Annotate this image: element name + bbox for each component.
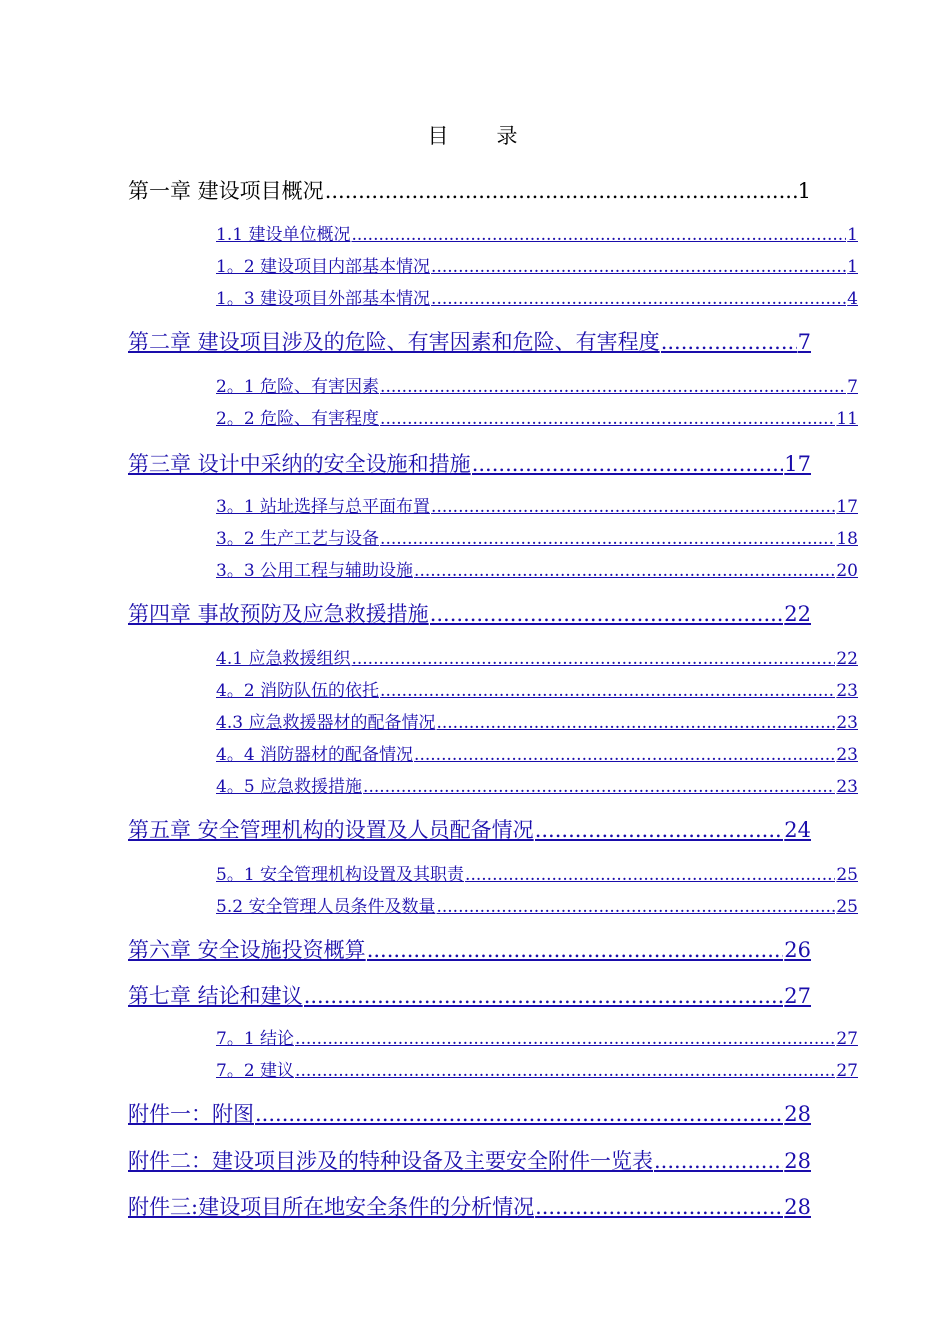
toc-leader-dots bbox=[414, 561, 835, 581]
toc-leader-dots bbox=[351, 225, 846, 245]
toc-entry-label: 4。4 消防器材的配备情况 bbox=[216, 745, 414, 765]
toc-entry-label: 7。2 建议 bbox=[216, 1061, 295, 1081]
toc-leader-dots bbox=[661, 330, 797, 354]
toc-chapter-entry[interactable] bbox=[128, 980, 811, 1010]
toc-page-number: 25 bbox=[836, 897, 858, 917]
toc-page-number: 1 bbox=[847, 257, 858, 277]
toc-section-entry[interactable] bbox=[216, 284, 858, 309]
toc-entry-label: 附件三:建设项目所在地安全条件的分析情况 bbox=[128, 1195, 535, 1219]
toc-entry-label: 4.3 应急救援器材的配备情况 bbox=[216, 713, 436, 733]
toc-leader-dots bbox=[380, 529, 835, 549]
toc-leader-dots bbox=[535, 1195, 783, 1219]
toc-entry-label: 7。1 结论 bbox=[216, 1029, 295, 1049]
toc-chapter-entry[interactable] bbox=[128, 814, 811, 844]
toc-leader-dots bbox=[654, 1149, 783, 1173]
toc-page-number: 28 bbox=[784, 1195, 811, 1219]
toc-section-entry[interactable] bbox=[216, 644, 858, 669]
toc-section-entry[interactable] bbox=[216, 404, 858, 429]
toc-section-entry[interactable] bbox=[216, 252, 858, 277]
toc-title-char-2: 录 bbox=[496, 124, 518, 148]
toc-section-entry[interactable] bbox=[216, 676, 858, 701]
toc-page-number: 4 bbox=[847, 289, 858, 309]
toc-leader-dots bbox=[380, 409, 835, 429]
toc-leader-dots bbox=[535, 818, 784, 842]
toc-page-number: 27 bbox=[784, 984, 811, 1008]
toc-leader-dots bbox=[255, 1102, 783, 1126]
toc-chapter-entry[interactable] bbox=[128, 448, 811, 478]
toc-chapter-entry[interactable] bbox=[128, 326, 811, 356]
toc-entry-label: 5。1 安全管理机构设置及其职责 bbox=[216, 865, 465, 885]
toc-entry-label: 5.2 安全管理人员条件及数量 bbox=[216, 897, 436, 917]
toc-leader-dots bbox=[431, 497, 835, 517]
toc-entry-label: 第一章 建设项目概况 bbox=[128, 179, 324, 203]
toc-entry-label: 3。3 公用工程与辅助设施 bbox=[216, 561, 414, 581]
toc-title bbox=[0, 120, 945, 150]
toc-leader-dots bbox=[436, 897, 835, 917]
toc-leader-dots bbox=[436, 713, 835, 733]
toc-chapter-entry[interactable] bbox=[128, 1145, 811, 1175]
toc-section-entry[interactable] bbox=[216, 1056, 858, 1081]
toc-leader-dots bbox=[304, 984, 784, 1008]
toc-page-number: 22 bbox=[836, 649, 858, 669]
toc-entry-label: 第二章 建设项目涉及的危险、有害因素和危险、有害程度 bbox=[128, 330, 660, 354]
toc-leader-dots bbox=[414, 745, 835, 765]
toc-page-number: 20 bbox=[836, 561, 858, 581]
toc-leader-dots bbox=[465, 865, 835, 885]
toc-leader-dots bbox=[325, 179, 797, 203]
toc-page-number: 23 bbox=[836, 681, 858, 701]
toc-leader-dots bbox=[295, 1061, 835, 1081]
toc-entry-label: 4.1 应急救援组织 bbox=[216, 649, 351, 669]
toc-entry-label: 第七章 结论和建议 bbox=[128, 984, 303, 1008]
toc-leader-dots bbox=[472, 452, 784, 476]
toc-entry-label: 3。1 站址选择与总平面布置 bbox=[216, 497, 431, 517]
toc-page-number: 27 bbox=[836, 1061, 858, 1081]
toc-page-number: 7 bbox=[797, 330, 811, 354]
toc-leader-dots bbox=[431, 289, 846, 309]
toc-leader-dots bbox=[431, 257, 846, 277]
toc-leader-dots bbox=[295, 1029, 835, 1049]
toc-entry-label: 附件一：附图 bbox=[128, 1102, 254, 1126]
toc-page-number: 18 bbox=[836, 529, 858, 549]
toc-leader-dots bbox=[430, 602, 784, 626]
toc-leader-dots bbox=[380, 681, 835, 701]
toc-page-number: 28 bbox=[784, 1149, 811, 1173]
toc-page-number: 28 bbox=[784, 1102, 811, 1126]
toc-page-number: 22 bbox=[784, 602, 811, 626]
toc-entry-label: 2。1 危险、有害因素 bbox=[216, 377, 380, 397]
toc-entry-label: 附件二：建设项目涉及的特种设备及主要安全附件一览表 bbox=[128, 1149, 653, 1173]
toc-chapter-entry[interactable] bbox=[128, 934, 811, 964]
toc-page-number: 1 bbox=[847, 225, 858, 245]
toc-entry-label: 4。2 消防队伍的依托 bbox=[216, 681, 380, 701]
toc-section-entry[interactable] bbox=[216, 556, 858, 581]
toc-page-number: 27 bbox=[836, 1029, 858, 1049]
toc-page-number: 23 bbox=[836, 713, 858, 733]
toc-entry-label: 1。3 建设项目外部基本情况 bbox=[216, 289, 431, 309]
toc-section-entry[interactable] bbox=[216, 372, 858, 397]
toc-entry-label: 3。2 生产工艺与设备 bbox=[216, 529, 380, 549]
toc-entry-label: 第五章 安全管理机构的设置及人员配备情况 bbox=[128, 818, 534, 842]
toc-chapter-entry bbox=[128, 175, 811, 205]
toc-page-number: 17 bbox=[836, 497, 858, 517]
toc-chapter-entry[interactable] bbox=[128, 1098, 811, 1128]
toc-leader-dots bbox=[351, 649, 835, 669]
toc-section-entry[interactable] bbox=[216, 740, 858, 765]
toc-page-number: 17 bbox=[784, 452, 811, 476]
toc-section-entry[interactable] bbox=[216, 772, 858, 797]
toc-page-number: 23 bbox=[836, 745, 858, 765]
toc-page-number: 26 bbox=[784, 938, 811, 962]
toc-entry-label: 第四章 事故预防及应急救援措施 bbox=[128, 602, 429, 626]
toc-chapter-entry[interactable] bbox=[128, 1191, 811, 1221]
toc-page-number: 1 bbox=[797, 179, 811, 203]
toc-entry-label: 4。5 应急救援措施 bbox=[216, 777, 363, 797]
toc-section-entry[interactable] bbox=[216, 220, 858, 245]
toc-section-entry[interactable] bbox=[216, 892, 858, 917]
toc-page-number: 11 bbox=[836, 409, 858, 429]
toc-section-entry[interactable] bbox=[216, 1024, 858, 1049]
toc-page-number: 7 bbox=[847, 377, 858, 397]
toc-entry-label: 2。2 危险、有害程度 bbox=[216, 409, 380, 429]
toc-title-char-1: 目 bbox=[427, 124, 449, 148]
toc-entry-label: 第三章 设计中采纳的安全设施和措施 bbox=[128, 452, 471, 476]
toc-entry-label: 1。2 建设项目内部基本情况 bbox=[216, 257, 431, 277]
toc-leader-dots bbox=[380, 377, 846, 397]
toc-chapter-entry[interactable] bbox=[128, 598, 811, 628]
toc-leader-dots bbox=[363, 777, 835, 797]
toc-page-number: 25 bbox=[836, 865, 858, 885]
toc-section-entry[interactable] bbox=[216, 860, 858, 885]
toc-section-entry[interactable] bbox=[216, 492, 858, 517]
toc-page-number: 23 bbox=[836, 777, 858, 797]
toc-page-number: 24 bbox=[784, 818, 811, 842]
toc-section-entry[interactable] bbox=[216, 708, 858, 733]
toc-entry-label: 第六章 安全设施投资概算 bbox=[128, 938, 366, 962]
toc-section-entry[interactable] bbox=[216, 524, 858, 549]
toc-entry-label: 1.1 建设单位概况 bbox=[216, 225, 351, 245]
toc-leader-dots bbox=[367, 938, 784, 962]
